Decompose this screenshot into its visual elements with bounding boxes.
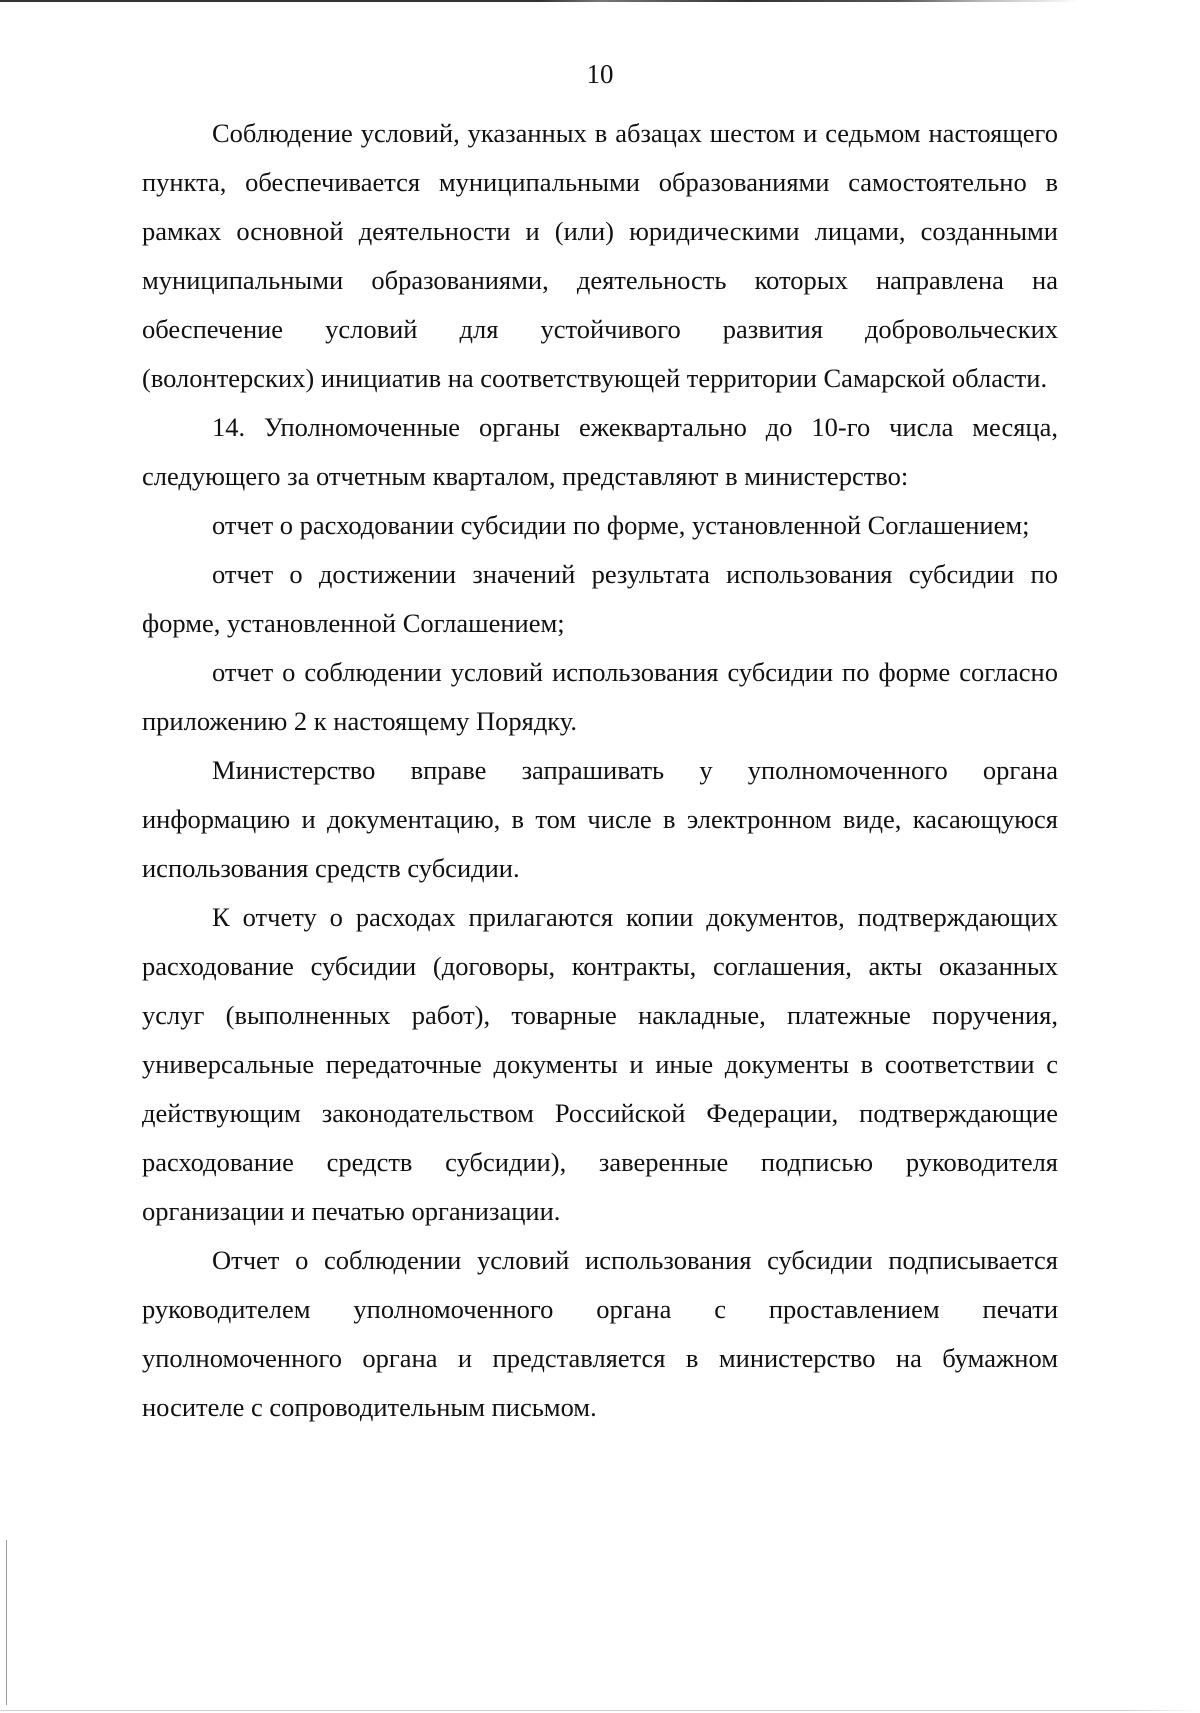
paragraph-item-14-reporting: 14. Уполномоченные органы ежеквартально до 10-го числа месяца, следующего за отчетным кварталом, представляют в министерство:: [142, 412, 1058, 491]
scan-top-edge-line: [0, 0, 1200, 2]
scan-bottom-edge-line: [0, 1710, 1200, 1711]
paragraph-result-values-report: отчет о достижении значений результата использования субсидии по форме, установленной Соглашением;: [142, 559, 1058, 638]
paragraph-spending-report: отчет о расходовании субсидии по форме, установленной Соглашением;: [212, 510, 1030, 540]
page-number: 10: [586, 59, 614, 89]
document-body: [142, 109, 1058, 1432]
scan-left-edge-mark: [6, 1540, 7, 1705]
paragraph-report-signing: Отчет о соблюдении условий использования субсидии подписывается руководителем уполномоченного органа с проставлением печати уполномоченного органа и представляется в министерство на бумажном носителе с сопроводительным письмом.: [142, 1245, 1058, 1422]
paragraph-ministry-requests: Министерство вправе запрашивать у уполномоченного органа информацию и документацию, в том числе в электронном виде, касающуюся использования средств субсидии.: [142, 755, 1058, 883]
paragraph-conditions-report: отчет о соблюдении условий использования субсидии по форме согласно приложению 2 к настоящему Порядку.: [142, 657, 1058, 736]
paragraph-attached-documents: К отчету о расходах прилагаются копии документов, подтверждающих расходование субсидии (договоры, контракты, соглашения, акты оказанных услуг (выполненных работ), товарные накладные, платежные поручения, универсальные передаточные документы и иные документы в соответствии с действующим законодательством Российской Федерации, подтверждающие расходование средств субсидии), заверенные подписью руководителя организации и печатью организации.: [142, 902, 1058, 1226]
paragraph-conditions-compliance: Соблюдение условий, указанных в абзацах шестом и седьмом настоящего пункта, обеспечивается муниципальными образованиями самостоятельно в рамках основной деятельности и (или) юридическими лицами, созданными муниципальными образованиями, деятельность которых направлена на обеспечение условий для устойчивого развития добровольческих (волонтерских) инициатив на соответствующей территории Самарской области.: [142, 118, 1058, 393]
